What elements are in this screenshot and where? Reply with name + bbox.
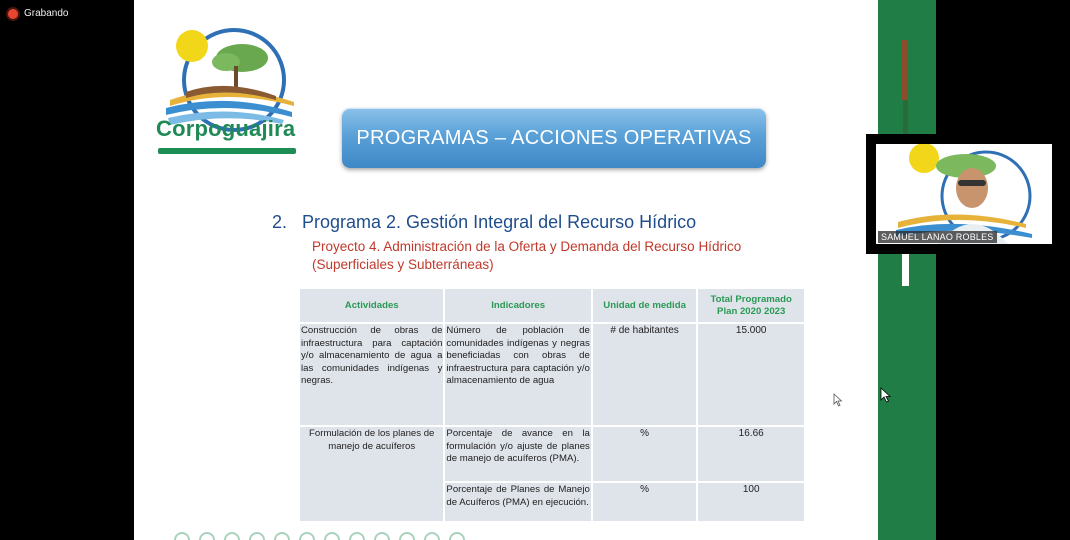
header-total: Total Programado Plan 2020 2023 bbox=[697, 288, 805, 323]
cell-indicator: Porcentaje de Planes de Manejo de Acuíferos (PMA) en ejecución. bbox=[444, 482, 591, 522]
cell-unit: # de habitantes bbox=[592, 323, 698, 426]
cell-indicator: Número de población de comunidades indígenas y negras beneficiadas con obras de infraestructura para captación y/o almacenamiento de agua bbox=[444, 323, 591, 426]
project-title: Proyecto 4. Administración de la Oferta y Demanda del Recurso Hídrico (Superficiales y Subterráneas) bbox=[312, 239, 742, 272]
cell-activity: Formulación de los planes de manejo de acuíferos bbox=[299, 426, 444, 522]
video-background-icon bbox=[876, 144, 1052, 244]
header-indicators: Indicadores bbox=[444, 288, 591, 323]
mouse-cursor-icon bbox=[880, 387, 892, 403]
table-header-row bbox=[299, 288, 805, 323]
record-icon bbox=[8, 9, 18, 19]
cell-activity: Construcción de obras de infraestructura para captación y/o almacenamiento de agua a las comunidades indígenas y negras. bbox=[299, 323, 444, 426]
decorative-dots bbox=[174, 532, 465, 540]
cell-indicator: Porcentaje de avance en la formulación y/o ajuste de planes de manejo de acuíferos (PMA). bbox=[444, 426, 591, 482]
cell-total: 100 bbox=[697, 482, 805, 522]
logo-underline bbox=[158, 148, 296, 154]
green-panel-stripe bbox=[902, 254, 909, 286]
slide-banner: PROGRAMAS – ACCIONES OPERATIVAS bbox=[342, 108, 766, 168]
actions-table bbox=[298, 287, 806, 523]
recording-indicator bbox=[8, 8, 68, 19]
program-title: 2. Programa 2. Gestión Integral del Recurso Hídrico bbox=[272, 212, 697, 232]
shared-slide bbox=[134, 0, 878, 540]
participant-video bbox=[876, 144, 1052, 244]
cell-unit: % bbox=[592, 482, 698, 522]
table-row bbox=[299, 323, 805, 426]
header-unit: Unidad de medida bbox=[592, 288, 698, 323]
cell-total: 15.000 bbox=[697, 323, 805, 426]
cell-unit: % bbox=[592, 426, 698, 482]
header-activities: Actividades bbox=[299, 288, 444, 323]
recording-label: Grabando bbox=[24, 8, 69, 19]
cell-total: 16.66 bbox=[697, 426, 805, 482]
slide-cursor-icon bbox=[833, 393, 843, 407]
participant-name-label: SAMUEL LANAO ROBLES bbox=[878, 231, 997, 243]
green-panel-stripe bbox=[902, 40, 908, 100]
table-row bbox=[299, 426, 805, 482]
participant-video-tile[interactable] bbox=[866, 134, 1054, 254]
green-panel-stripe bbox=[903, 100, 908, 134]
logo-wordmark: Corpoguajira bbox=[156, 116, 296, 141]
